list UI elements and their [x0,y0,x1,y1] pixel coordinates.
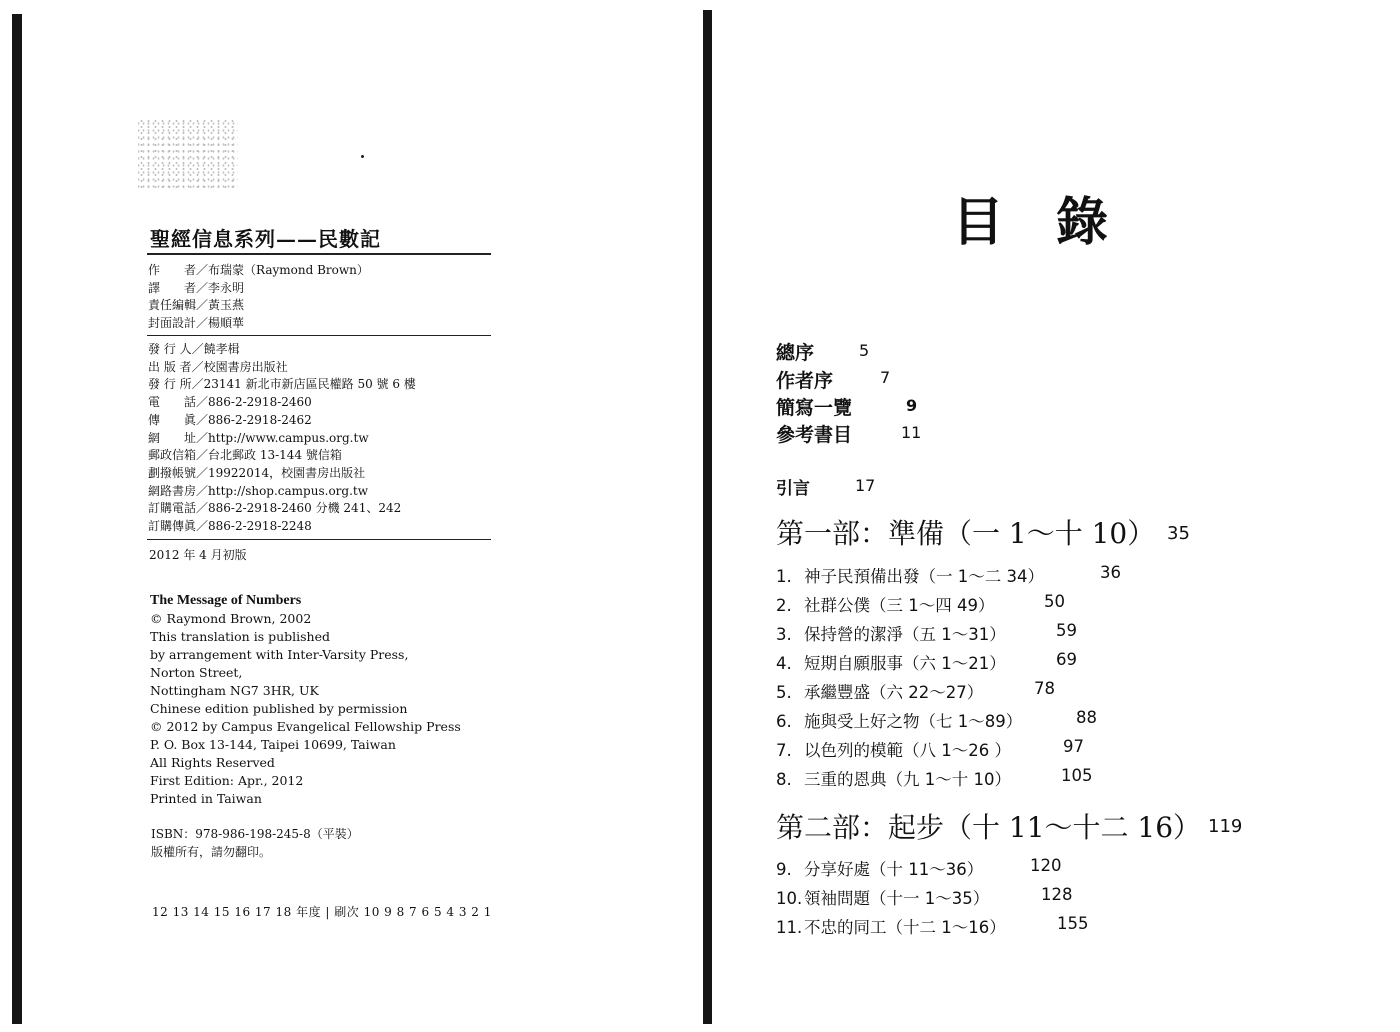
chapter-entry: 11. 不忠的同工（十二 1～16） [776,918,1006,937]
credit-row-translator: 譯 者／李永明 [148,280,245,295]
english-line: Chinese edition published by permission [150,701,408,716]
part-page: 35 [1167,523,1190,544]
series-title: 聖經信息系列——民數記 [150,227,381,251]
scan-dot [361,155,364,158]
publisher-row: 發 行 人／饒孝楫 [148,342,240,356]
publisher-block [148,341,416,536]
english-line: Nottingham NG7 3HR, UK [150,683,319,698]
toc-entry-page: 7 [880,368,891,387]
toc-entry-page: 17 [855,476,876,495]
chapter-page: 50 [1044,592,1065,611]
publisher-row: 劃撥帳號／19922014，校園書房出版社 [148,465,366,480]
toc-entry-title: 簡寫一覽 [776,397,853,419]
credit-row-editor: 責任編輯／黃玉燕 [148,298,245,313]
chapter-page: 78 [1034,679,1055,698]
chapter-entry: 7. 以色列的模範（八 1～26 ） [776,741,1011,760]
isbn-block [151,825,359,861]
toc-heading: 目 錄 [952,193,1109,253]
chapter-page: 88 [1076,708,1097,727]
chapter-page: 105 [1061,766,1093,785]
scan-noise [138,118,238,190]
publisher-row: 電 話／886-2-2918-2460 [148,395,312,410]
chapter-page: 36 [1100,563,1121,582]
english-title: The Message of Numbers [150,593,302,608]
toc-entry-title: 總序 [776,342,815,364]
chapter-entry: 3. 保持營的潔淨（五 1～31） [776,625,1006,644]
copyright-page [0,0,690,1032]
toc-page [700,0,1400,1032]
english-line: © 2012 by Campus Evangelical Fellowship Press [150,719,461,734]
credit-row-author: 作 者／布瑞蒙（Raymond Brown） [148,263,369,277]
chapter-entry: 8. 三重的恩典（九 1～十 10） [776,770,1011,789]
toc-entry-page: 5 [859,341,870,360]
english-line: All Rights Reserved [150,755,275,770]
rule-under-publisher [147,539,491,540]
toc-entry-page: 9 [906,396,918,415]
publisher-row: 訂購電話／886-2-2918-2460 分機 241、242 [148,501,402,516]
english-line: by arrangement with Inter-Varsity Press, [150,647,409,662]
chapter-entry: 2. 社群公僕（三 1～四 49） [776,596,995,615]
english-copyright-block [150,592,461,808]
publisher-row: 發 行 所／23141 新北市新店區民權路 50 號 6 樓 [148,377,416,392]
part-heading: 第一部：準備（一 1～十 10） [776,517,1156,550]
chapter-page: 59 [1056,621,1077,640]
toc-entry-page: 11 [901,423,922,442]
edition-date: 2012 年 4 月初版 [149,548,247,562]
chapter-entry: 10. 領袖問題（十一 1～35） [776,889,990,908]
toc-entry-title: 引言 [776,479,810,499]
rule-under-credits [147,335,491,336]
credits-block [148,262,369,332]
english-line: This translation is published [150,629,331,644]
publisher-row: 網 址／http://www.campus.org.tw [148,430,369,445]
chapter-entry: 1. 神子民預備出發（一 1～二 34） [776,567,1044,586]
chapter-entry: 6. 施與受上好之物（七 1～89） [776,712,1023,731]
chapter-entry: 5. 承繼豐盛（六 22～27） [776,683,984,702]
publisher-row: 傳 眞／886-2-2918-2462 [148,412,312,427]
toc-entry-title: 參考書目 [776,424,853,446]
toc-entry-title: 作者序 [776,370,834,392]
chapter-entry: 4. 短期自願服事（六 1～21） [776,654,1006,673]
binding-shadow-left [12,14,22,1024]
publisher-row: 出 版 者／校園書房出版社 [148,359,288,374]
chapter-entry: 9. 分享好處（十 11～36） [776,860,984,879]
chapter-page: 128 [1041,885,1073,904]
chapter-page: 155 [1057,914,1089,933]
isbn: ISBN：978-986-198-245-8（平裝） [151,827,359,841]
part-page: 119 [1208,816,1243,837]
publisher-row: 訂購傳眞／886-2-2918-2248 [148,519,312,534]
rule-under-title [147,253,491,255]
publisher-row: 網路書房／http://shop.campus.org.tw [148,483,368,498]
english-line: First Edition: Apr., 2012 [150,773,304,788]
chapter-page: 97 [1063,737,1084,756]
english-line: Norton Street, [150,665,243,680]
english-line: © Raymond Brown, 2002 [150,611,312,626]
english-line: P. O. Box 13-144, Taipei 10699, Taiwan [150,737,396,752]
chapter-page: 120 [1030,856,1062,875]
publisher-row: 郵政信箱／台北郵政 13-144 號信箱 [148,448,342,463]
credit-row-cover-design: 封面設計／楊順華 [148,315,245,330]
copyright-notice: 版權所有，請勿翻印。 [151,845,272,859]
english-line: Printed in Taiwan [150,791,262,806]
part-heading: 第二部：起步（十 11～十二 16） [776,811,1202,844]
print-line: 12 13 14 15 16 17 18 年度 | 刷次 10 9 8 7 6 5 4 3 2 1 [152,905,492,919]
chapter-page: 69 [1056,650,1077,669]
